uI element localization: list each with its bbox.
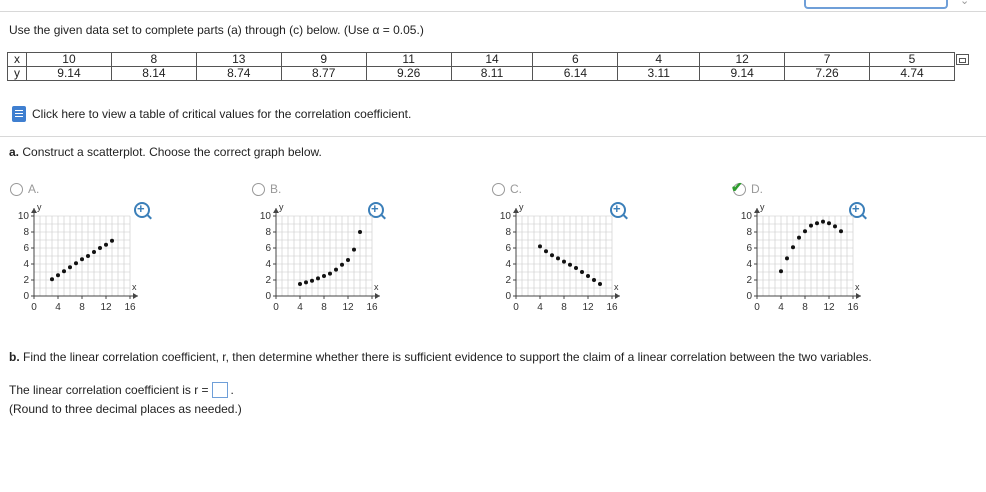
data-point	[791, 245, 795, 249]
choice-d-radio[interactable]	[731, 178, 763, 196]
table-cell: 9.14	[27, 67, 112, 81]
scatterplot-a	[10, 204, 140, 316]
part-b-text: Find the linear correlation coefficient, r, then determine whether there is sufficient evidence to support the claim of a linear correlation between the two variables.	[23, 350, 872, 364]
y-tick-label: 2	[23, 275, 29, 286]
x-tick-label: 12	[342, 302, 354, 313]
checkmark-icon: ✔	[731, 178, 743, 195]
table-cell: 10	[27, 53, 112, 67]
part-a-prefix: a.	[9, 145, 20, 159]
y-tick-label: 2	[746, 275, 752, 286]
data-point	[340, 263, 344, 267]
y-tick-label: 2	[505, 275, 511, 286]
y-tick-label: 10	[259, 211, 271, 222]
x-axis-label: x	[855, 282, 860, 292]
part-b-question	[9, 350, 872, 364]
data-point	[86, 254, 90, 258]
table-cell: 8.74	[196, 67, 281, 81]
x-tick-label: 12	[823, 302, 835, 313]
data-point	[779, 269, 783, 273]
data-point	[304, 280, 308, 284]
x-tick-label: 8	[321, 302, 327, 313]
table-cell: 4	[618, 53, 700, 67]
data-point	[562, 260, 566, 264]
x-tick-label: 16	[366, 302, 378, 313]
part-b-prefix: b.	[9, 350, 20, 364]
instructions: Use the given data set to complete parts (a) through (c) below. (Use α = 0.05.)	[9, 23, 424, 37]
answer-box-top[interactable]	[804, 0, 948, 9]
y-tick-label: 8	[265, 227, 271, 238]
y-axis-label: y	[760, 202, 765, 212]
x-tick-label: 8	[79, 302, 85, 313]
x-axis-arrow	[133, 293, 138, 299]
table-header-x: x	[8, 53, 27, 67]
x-axis-arrow	[615, 293, 620, 299]
y-tick-label: 10	[740, 211, 752, 222]
x-tick-label: 4	[55, 302, 61, 313]
data-point	[316, 276, 320, 280]
y-axis-label: y	[279, 202, 284, 212]
x-tick-label: 4	[297, 302, 303, 313]
y-tick-label: 8	[746, 227, 752, 238]
round-note: (Round to three decimal places as needed.)	[9, 402, 242, 416]
data-point	[298, 282, 302, 286]
data-point	[92, 250, 96, 254]
table-cell: 6.14	[533, 67, 618, 81]
data-point	[827, 221, 831, 225]
x-tick-label: 0	[513, 302, 519, 313]
r-suffix: .	[230, 383, 234, 397]
data-point	[98, 246, 102, 250]
data-point	[568, 263, 572, 267]
y-tick-label: 0	[23, 291, 29, 302]
y-tick-label: 4	[23, 259, 29, 270]
choice-label: D.	[751, 182, 763, 196]
x-axis-label: x	[132, 282, 137, 292]
data-point	[574, 266, 578, 270]
r-input[interactable]	[212, 382, 228, 398]
data-point	[56, 273, 60, 277]
critical-values-link[interactable]	[12, 106, 411, 122]
data-point	[580, 270, 584, 274]
data-point	[62, 269, 66, 273]
x-axis-label: x	[374, 282, 379, 292]
radio-button[interactable]	[492, 183, 505, 196]
book-icon	[12, 106, 26, 122]
critical-values-link-text[interactable]: Click here to view a table of critical values for the correlation coefficient.	[32, 107, 412, 121]
table-row-x	[8, 53, 955, 67]
part-a-text: Construct a scatterplot. Choose the correct graph below.	[22, 145, 322, 159]
choice-b[interactable]	[252, 182, 472, 332]
scatterplot-b	[252, 204, 382, 316]
table-cell: 14	[451, 53, 533, 67]
y-tick-label: 6	[23, 243, 29, 254]
y-tick-label: 2	[265, 275, 271, 286]
choice-c[interactable]	[492, 182, 712, 332]
x-axis-label: x	[614, 282, 619, 292]
y-tick-label: 6	[265, 243, 271, 254]
data-point	[352, 248, 356, 252]
data-point	[346, 258, 350, 262]
y-tick-label: 4	[505, 259, 511, 270]
data-point	[592, 278, 596, 282]
table-cell: 13	[196, 53, 281, 67]
data-point	[556, 256, 560, 260]
table-cell: 7	[785, 53, 870, 67]
table-cell: 8.14	[111, 67, 196, 81]
data-point	[586, 274, 590, 278]
choice-a[interactable]	[10, 182, 230, 332]
data-point	[50, 277, 54, 281]
r-answer-line	[9, 382, 234, 398]
data-point	[80, 257, 84, 261]
data-point	[598, 282, 602, 286]
x-tick-label: 0	[754, 302, 760, 313]
data-point	[322, 274, 326, 278]
y-tick-label: 8	[23, 227, 29, 238]
r-prompt: The linear correlation coefficient is r =	[9, 383, 209, 397]
y-tick-label: 0	[746, 291, 752, 302]
y-tick-label: 8	[505, 227, 511, 238]
table-cell: 7.26	[785, 67, 870, 81]
x-tick-label: 8	[802, 302, 808, 313]
choice-b-radio[interactable]	[252, 182, 281, 196]
x-tick-label: 12	[100, 302, 112, 313]
x-tick-label: 16	[606, 302, 618, 313]
table-cell: 8.11	[451, 67, 533, 81]
table-cell: 9.14	[700, 67, 785, 81]
choice-label: B.	[270, 182, 282, 196]
table-row-y	[8, 67, 955, 81]
y-tick-label: 4	[265, 259, 271, 270]
y-tick-label: 6	[746, 243, 752, 254]
data-point	[334, 268, 338, 272]
radio-button[interactable]	[252, 183, 265, 196]
choice-c-radio[interactable]	[492, 182, 522, 196]
scatterplot-c	[492, 204, 622, 316]
data-point	[538, 244, 542, 248]
y-tick-label: 10	[499, 211, 511, 222]
table-cell: 6	[533, 53, 618, 67]
y-tick-label: 0	[505, 291, 511, 302]
data-point	[68, 265, 72, 269]
table-header-y: y	[8, 67, 27, 81]
y-axis-label: y	[519, 202, 524, 212]
data-point	[821, 220, 825, 224]
table-cell: 8.77	[281, 67, 366, 81]
choice-label: C.	[510, 182, 522, 196]
choice-a-radio[interactable]	[10, 182, 39, 196]
x-axis-arrow	[375, 293, 380, 299]
data-point	[815, 221, 819, 225]
data-point	[803, 229, 807, 233]
scatterplot-d	[733, 204, 863, 316]
data-point	[104, 243, 108, 247]
choice-d[interactable]	[731, 178, 953, 332]
data-point	[358, 230, 362, 234]
data-point	[839, 229, 843, 233]
chevron-down-icon[interactable]: ⌄	[960, 0, 970, 7]
data-point	[544, 249, 548, 253]
radio-button[interactable]	[10, 183, 23, 196]
choice-label: A.	[28, 182, 40, 196]
data-point	[328, 272, 332, 276]
x-tick-label: 4	[778, 302, 784, 313]
table-cell: 11	[366, 53, 451, 67]
data-point	[797, 236, 801, 240]
data-point	[74, 261, 78, 265]
data-point	[110, 239, 114, 243]
y-tick-label: 4	[746, 259, 752, 270]
x-tick-label: 16	[847, 302, 859, 313]
data-point	[809, 224, 813, 228]
data-point	[310, 279, 314, 283]
popout-icon[interactable]	[956, 54, 969, 65]
section-divider	[0, 136, 986, 137]
top-divider	[0, 11, 986, 12]
data-point	[785, 256, 789, 260]
table-cell: 4.74	[870, 67, 955, 81]
table-cell: 3.11	[618, 67, 700, 81]
table-cell: 5	[870, 53, 955, 67]
part-a-question	[9, 145, 322, 159]
x-axis-arrow	[856, 293, 861, 299]
table-cell: 9	[281, 53, 366, 67]
y-tick-label: 10	[17, 211, 29, 222]
x-tick-label: 16	[124, 302, 136, 313]
x-tick-label: 0	[31, 302, 37, 313]
radio-button[interactable]	[731, 178, 746, 196]
data-point	[833, 224, 837, 228]
x-tick-label: 4	[537, 302, 543, 313]
table-cell: 12	[700, 53, 785, 67]
x-tick-label: 12	[582, 302, 594, 313]
x-tick-label: 8	[561, 302, 567, 313]
y-axis-label: y	[37, 202, 42, 212]
x-tick-label: 0	[273, 302, 279, 313]
y-tick-label: 0	[265, 291, 271, 302]
table-cell: 8	[111, 53, 196, 67]
table-cell: 9.26	[366, 67, 451, 81]
y-tick-label: 6	[505, 243, 511, 254]
data-table	[7, 52, 955, 81]
data-point	[550, 253, 554, 257]
